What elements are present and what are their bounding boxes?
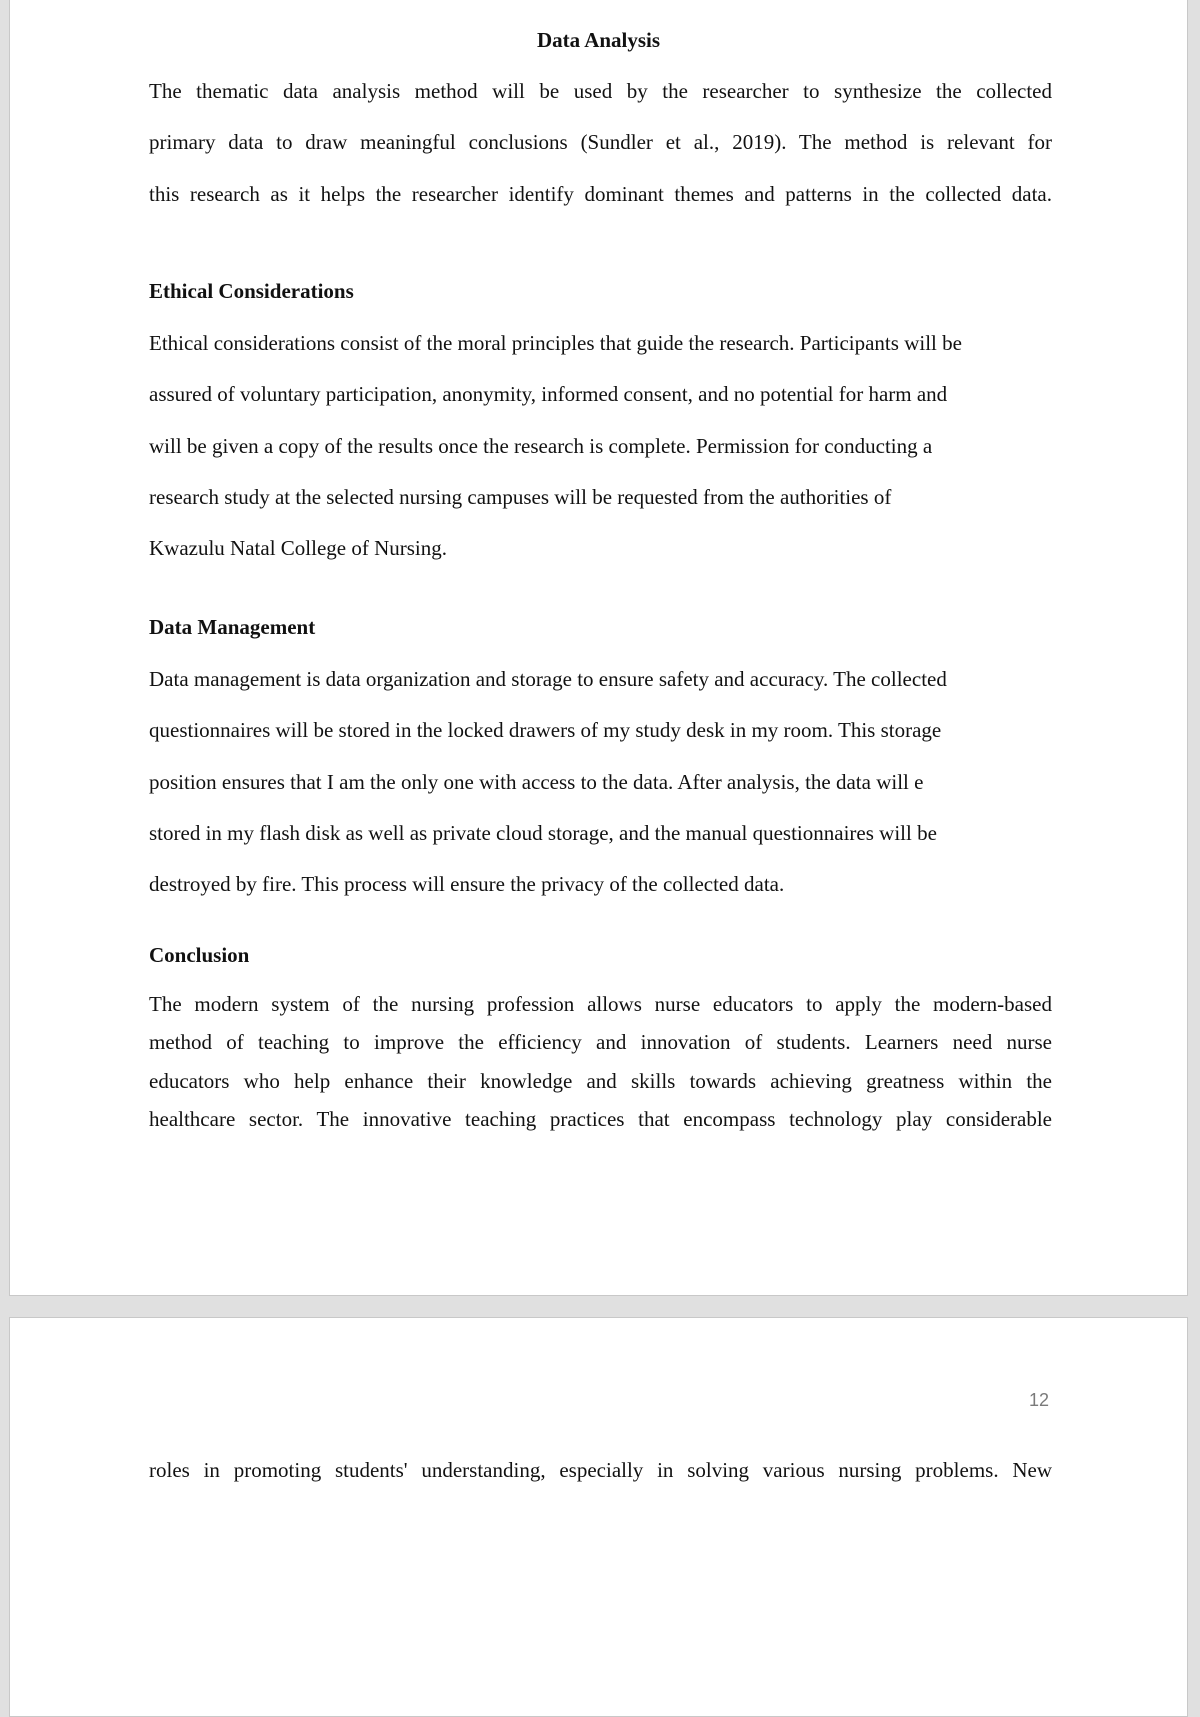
document-page-2: [9, 1317, 1188, 1717]
paragraph-line: healthcare sector. The innovative teaching practices that encompass technology play considerable: [149, 1107, 1052, 1131]
section-heading-data-analysis: Data Analysis: [536, 28, 661, 52]
paragraph-line: Ethical considerations consist of the moral principles that guide the research. Participants will be: [149, 331, 962, 355]
paragraph-line: research study at the selected nursing campuses will be requested from the authorities of: [149, 485, 892, 509]
paragraph-line: stored in my flash disk as well as private cloud storage, and the manual questionnaires will be: [149, 821, 937, 845]
paragraph-line: assured of voluntary participation, anonymity, informed consent, and no potential for harm and: [149, 382, 948, 406]
paragraph-line: The modern system of the nursing profession allows nurse educators to apply the modern-based: [149, 992, 1052, 1016]
section-heading-data-management: Data Management: [149, 615, 316, 639]
page-number: 12: [1028, 1390, 1049, 1410]
paragraph-line: this research as it helps the researcher identify dominant themes and patterns in the collected data.: [149, 182, 1052, 206]
paragraph-line: Data management is data organization and storage to ensure safety and accuracy. The collected: [149, 667, 947, 691]
paragraph-line: roles in promoting students' understanding, especially in solving various nursing problems. New: [149, 1458, 1052, 1482]
paragraph-line: questionnaires will be stored in the locked drawers of my study desk in my room. This storage: [149, 718, 942, 742]
section-heading-conclusion: Conclusion: [149, 943, 250, 967]
paragraph-line: destroyed by fire. This process will ensure the privacy of the collected data.: [149, 872, 785, 896]
paragraph-line: primary data to draw meaningful conclusions (Sundler et al., 2019). The method is relevant for: [149, 130, 1052, 154]
paragraph-line: educators who help enhance their knowledge and skills towards achieving greatness within the: [149, 1069, 1052, 1093]
document-page-1: [9, 0, 1188, 1296]
paragraph-line: will be given a copy of the results once the research is complete. Permission for conducting a: [149, 434, 933, 458]
paragraph-line: The thematic data analysis method will be used by the researcher to synthesize the collected: [149, 79, 1052, 103]
paragraph-line: method of teaching to improve the efficiency and innovation of students. Learners need nurse: [149, 1030, 1052, 1054]
paragraph-line: Kwazulu Natal College of Nursing.: [149, 536, 448, 560]
paragraph-line: position ensures that I am the only one with access to the data. After analysis, the data will e: [149, 770, 924, 794]
section-heading-ethical-considerations: Ethical Considerations: [149, 279, 354, 303]
